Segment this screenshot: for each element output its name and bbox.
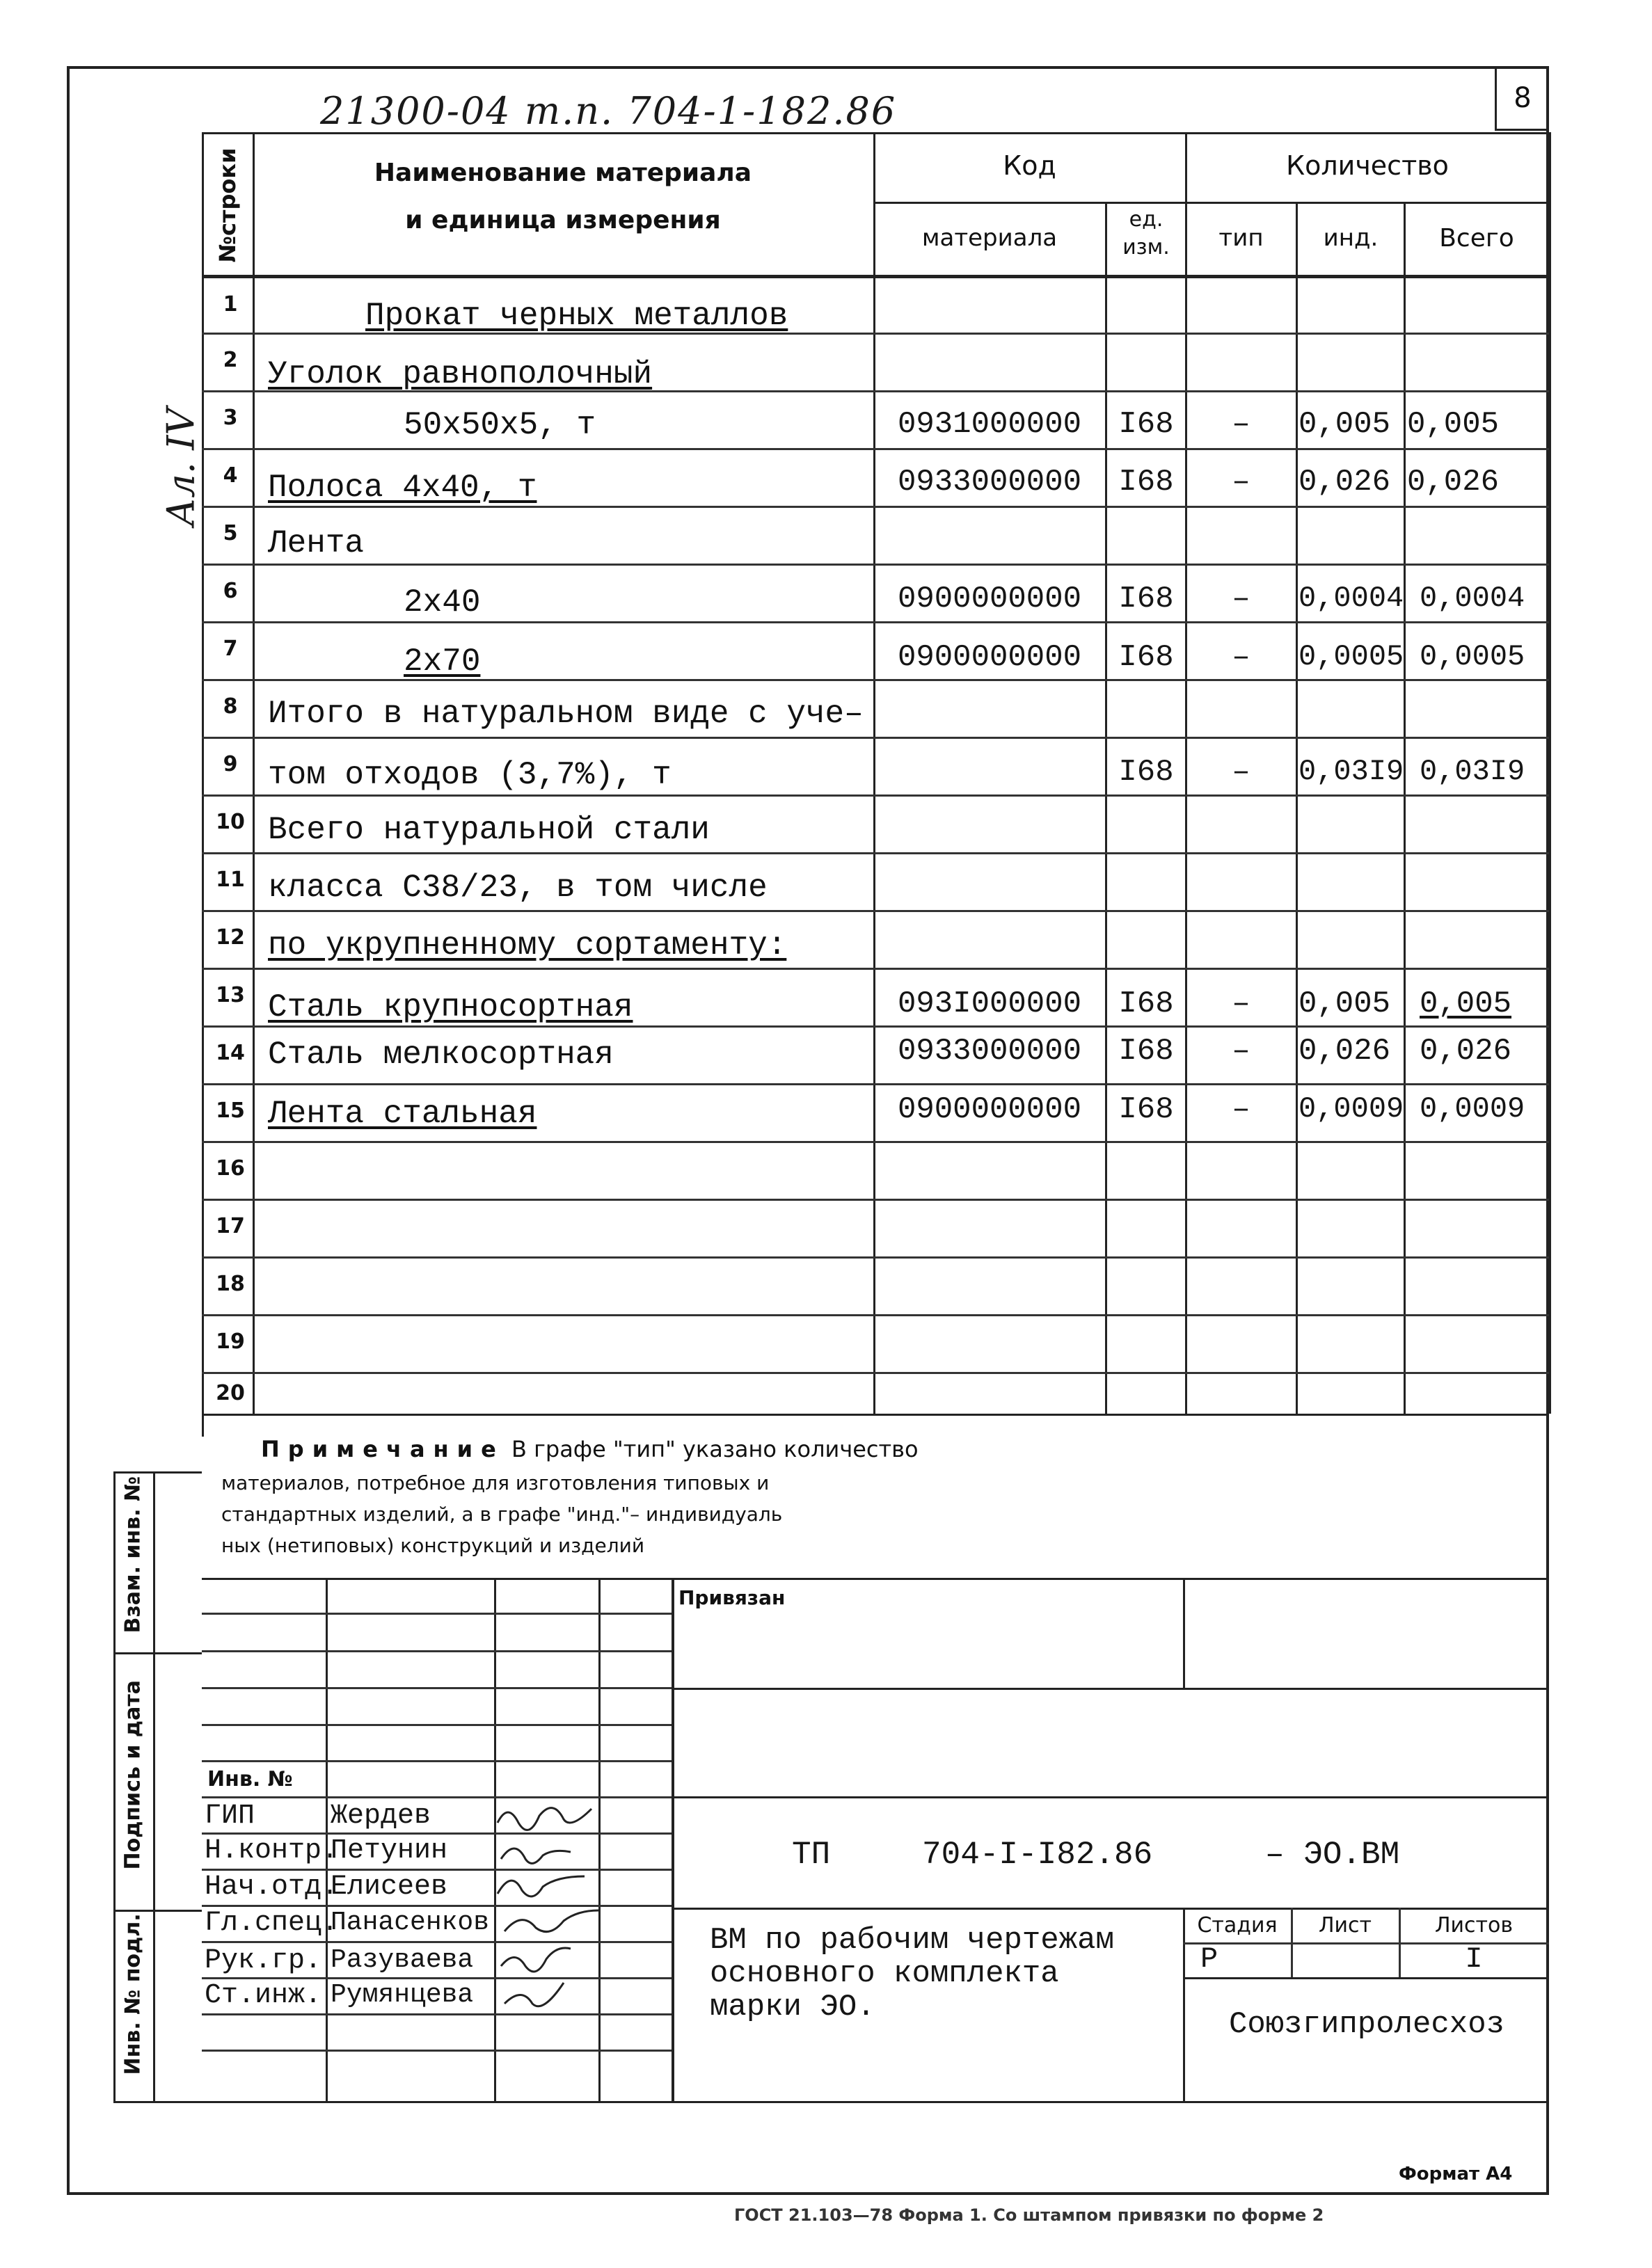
qty-ind: 0,026: [1298, 1034, 1391, 1069]
format-label: Формат А4: [1399, 2164, 1513, 2185]
staff-role: Ст.инж.: [205, 1980, 322, 2011]
material-name: 50х50х5, т: [404, 407, 596, 443]
unit-code: I68: [1118, 407, 1174, 442]
note-line-3: стандартных изделий, а в графе "инд."– индивидуаль: [221, 1503, 783, 1526]
staff-role: Н.контр.: [205, 1835, 339, 1867]
document-title-l3: марки ЭО.: [710, 1990, 875, 2025]
staff-name: Елисеев: [331, 1871, 448, 1903]
col-code-unit-header: ед. изм.: [1122, 207, 1170, 259]
unit-code: I68: [1118, 1092, 1174, 1127]
qty-type: –: [1232, 582, 1250, 616]
document-title-l1: ВМ по рабочим чертежам: [710, 1923, 1114, 1958]
qty-total: 0,03I9: [1420, 755, 1525, 788]
privyazan-label: Привязан: [678, 1586, 786, 1609]
row-number: 8: [223, 694, 238, 719]
material-name: 2х70: [404, 644, 481, 680]
staff-role: Нач.отд.: [205, 1871, 339, 1903]
material-name: по укрупненному сортаменту:: [268, 927, 787, 964]
material-name: Итого в натуральном виде с уче–: [268, 696, 864, 732]
handwritten-doc-code: 21300-04 т.п. 704-1-182.86: [320, 89, 897, 133]
organization-name: Союзгипролесхоз: [1228, 2007, 1505, 2042]
material-name: Всего натуральной стали: [268, 812, 710, 848]
col-qty-total-header: Всего: [1439, 224, 1514, 253]
row-number: 2: [223, 348, 238, 372]
staff-name: Петунин: [331, 1835, 448, 1867]
qty-ind: 0,0005: [1298, 640, 1404, 673]
row-number: 18: [216, 1272, 245, 1296]
note-line-1: В графе "тип" указано количество: [504, 1436, 919, 1462]
staff-role: ГИП: [205, 1800, 255, 1832]
row-number: 5: [223, 521, 238, 545]
row-number: 1: [223, 292, 238, 317]
qty-total: 0,026: [1407, 465, 1500, 500]
designation-mark: – ЭО.ВМ: [1265, 1837, 1400, 1873]
qty-total: 0,0005: [1420, 640, 1525, 673]
unit-code: I68: [1118, 640, 1174, 675]
qty-total: 0,0004: [1420, 582, 1525, 615]
row-number: 3: [223, 406, 238, 430]
qty-total: 0,026: [1420, 1034, 1512, 1069]
designation-number: 704-I-I82.86: [922, 1837, 1153, 1873]
col-name-header-l2: и единица измерения: [405, 206, 721, 234]
inv-no-label: Инв. №: [207, 1767, 293, 1791]
note-line-2: материалов, потребное для изготовления типовых и: [221, 1471, 770, 1494]
material-name: Уголок равнополочный: [268, 356, 653, 392]
row-number: 13: [216, 983, 245, 1007]
qty-ind: 0,005: [1298, 407, 1391, 442]
material-code: 093I000000: [897, 987, 1082, 1021]
col-name-header-l1: Наименование материала: [374, 159, 752, 187]
material-name: Полоса 4х40, т: [268, 470, 537, 506]
qty-ind: 0,005: [1298, 987, 1391, 1021]
col-code-header: Код: [1003, 150, 1056, 181]
row-number: 16: [216, 1156, 245, 1181]
staff-name: Румянцева: [331, 1980, 474, 2010]
qty-type: –: [1232, 407, 1250, 442]
designation-tp: ТП: [792, 1837, 831, 1873]
unit-code: I68: [1118, 987, 1174, 1021]
qty-ind: 0,026: [1298, 465, 1391, 500]
note-title: Примечание: [261, 1436, 505, 1462]
stage-label: Стадия: [1197, 1913, 1278, 1938]
col-code-material-header: материала: [921, 224, 1058, 252]
row-number: 20: [216, 1381, 245, 1405]
col-qty-ind-header: инд.: [1323, 224, 1379, 252]
signature-date-label: Подпись и дата: [120, 1680, 145, 1870]
sheet-number: 8: [1514, 82, 1532, 114]
material-code: 0933000000: [897, 465, 1082, 500]
material-code: 0933000000: [897, 1034, 1082, 1069]
unit-code: I68: [1118, 465, 1174, 500]
stage-value: Р: [1200, 1942, 1218, 1976]
row-number: 17: [216, 1214, 245, 1238]
sheet-number-box-bottom: [1495, 129, 1549, 131]
unit-code: I68: [1118, 1034, 1174, 1069]
row-number: 6: [223, 579, 238, 603]
qty-type: –: [1232, 755, 1250, 790]
qty-type: –: [1232, 640, 1250, 675]
staff-name: Жердев: [331, 1800, 431, 1832]
qty-type: –: [1232, 1034, 1250, 1069]
material-name: Сталь крупносортная: [268, 989, 633, 1025]
inv-podl-label: Инв. № подл.: [120, 1913, 145, 2075]
sheets-label: Листов: [1434, 1913, 1514, 1938]
material-code: 0900000000: [897, 582, 1082, 616]
material-name: Лента стальная: [268, 1096, 537, 1132]
qty-total: 0,0009: [1420, 1092, 1525, 1126]
material-name: класса С38/23, в том числе: [268, 870, 768, 906]
material-name: 2х40: [404, 584, 481, 621]
material-code: 0900000000: [897, 640, 1082, 675]
qty-type: –: [1232, 1092, 1250, 1127]
qty-total: 0,005: [1420, 987, 1512, 1021]
staff-role: Гл.спец.: [205, 1908, 339, 1939]
material-name: Лента: [268, 525, 365, 561]
staff-name: Разуваева: [331, 1945, 474, 1975]
qty-type: –: [1232, 987, 1250, 1021]
col-qty-header: Количество: [1286, 150, 1449, 181]
row-number: 10: [216, 810, 245, 834]
row-number: 15: [216, 1099, 245, 1123]
row-number: 4: [223, 463, 238, 488]
unit-code: I68: [1118, 755, 1174, 790]
vzam-inv-label: Взам. инв. №: [120, 1476, 145, 1634]
row-number: 9: [223, 752, 238, 776]
qty-ind: 0,03I9: [1298, 755, 1404, 788]
sheet-label: Лист: [1318, 1913, 1372, 1938]
qty-total: 0,005: [1407, 407, 1500, 442]
row-number: 11: [216, 868, 245, 892]
row-number: 14: [216, 1041, 245, 1065]
material-name: Сталь мелкосортная: [268, 1037, 614, 1073]
staff-role: Рук.гр.: [205, 1945, 322, 1976]
material-code: 0900000000: [897, 1092, 1082, 1127]
side-mark: Ал. IV: [159, 408, 203, 527]
qty-type: –: [1232, 465, 1250, 500]
row-number: 19: [216, 1329, 245, 1354]
note-line-4: ных (нетиповых) конструкций и изделий: [221, 1534, 645, 1557]
signatures-graphic: [491, 1795, 602, 2018]
row-number: 12: [216, 925, 245, 950]
sheets-value: I: [1465, 1942, 1483, 1976]
document-title-l2: основного комплекта: [710, 1956, 1059, 1991]
material-code: 0931000000: [897, 407, 1082, 442]
qty-ind: 0,0004: [1298, 582, 1404, 615]
row-number: 7: [223, 637, 238, 661]
gost-form-label: ГОСТ 21.103—78 Форма 1. Со штампом привязки по форме 2: [734, 2205, 1324, 2225]
qty-ind: 0,0009: [1298, 1092, 1404, 1126]
col-qty-type-header: тип: [1218, 224, 1264, 252]
material-name: Прокат черных металлов: [365, 298, 788, 334]
col-row-no-header: №строки: [214, 147, 241, 263]
staff-name: Панасенков: [331, 1908, 490, 1938]
unit-code: I68: [1118, 582, 1174, 616]
material-name: том отходов (3,7%), т: [268, 757, 672, 793]
